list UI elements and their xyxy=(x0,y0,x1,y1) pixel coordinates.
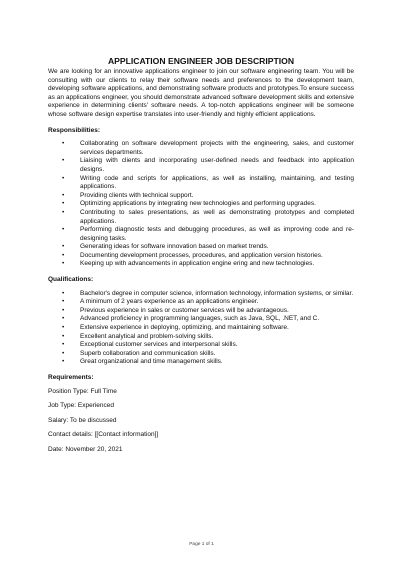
bullet-icon: • xyxy=(62,315,65,323)
responsibilities-item xyxy=(60,226,354,243)
bullet-icon: • xyxy=(62,306,65,314)
bullet-icon: • xyxy=(62,174,65,182)
page-footer: Page 1 of 1 xyxy=(189,542,214,547)
responsibilities-item-text: Providing clients with technical support. xyxy=(80,191,194,199)
responsibilities-item xyxy=(60,157,354,174)
responsibilities-item xyxy=(60,252,354,261)
responsibilities-item xyxy=(60,200,354,209)
bullet-icon: • xyxy=(62,200,65,208)
qualifications-item-text: Bachelor's degree in computer science, information technology, information systems, or similar. xyxy=(80,289,354,297)
responsibilities-item-text: Optimizing applications by integrating new technologies and performing upgrades. xyxy=(80,200,316,208)
qualifications-item-text: Exceptional customer services and interpersonal skills. xyxy=(80,341,238,349)
responsibilities-item-text: Contributing to sales presentations, as well as demonstrating prototypes and completed applications. xyxy=(80,208,354,225)
responsibilities-item-text: Documenting development processes, procedures, and application version histories. xyxy=(80,251,323,259)
bullet-icon: • xyxy=(62,226,65,234)
qualifications-item-text: Superb collaboration and communication skills. xyxy=(80,349,216,357)
bullet-icon: • xyxy=(62,208,65,216)
bullet-icon: • xyxy=(62,243,65,251)
responsibilities-item-text: Keeping up with advancements in application engine ering and new technologies. xyxy=(80,260,315,268)
qualifications-item-text: Previous experience in sales or customer services will be advantageous. xyxy=(80,306,289,314)
responsibilities-item xyxy=(60,175,354,192)
salary-line: Salary: To be discussed xyxy=(48,416,117,424)
qualifications-item xyxy=(60,333,354,342)
qualifications-item xyxy=(60,358,354,367)
qualifications-item xyxy=(60,350,354,359)
bullet-icon: • xyxy=(62,289,65,297)
qualifications-item-text: Extensive experience in deploying, optimizing, and maintaining software. xyxy=(80,324,289,332)
responsibilities-item xyxy=(60,209,354,226)
intro-paragraph: We are looking for an innovative applications engineer to join our software engineering team. You will be consulting with our clients to relay their software needs and preferences to the development team, developing software applications, and demonstrating software products and prototypes.To ensure success as an applications engineer, you should demonstrate advanced software development skills and extensive experience in determining clients' software needs. A top-notch applications engineer will be someone whose software design expertise translates into user-friendly and highly efficient applications. xyxy=(48,68,354,118)
bullet-icon: • xyxy=(62,332,65,340)
date-line: Date: November 20, 2021 xyxy=(48,445,123,453)
responsibilities-item xyxy=(60,243,354,252)
responsibilities-heading: Responsibilities: xyxy=(48,126,101,134)
qualifications-heading: Qualifications: xyxy=(48,276,94,284)
document-title: APPLICATION ENGINEER JOB DESCRIPTION xyxy=(107,56,295,66)
responsibilities-item-text: Liaising with clients and incorporating user-defined needs and feedback into application designs. xyxy=(80,157,354,173)
bullet-icon: • xyxy=(62,341,65,349)
qualifications-item-text: A minimum of 2 years experience as an applications engineer. xyxy=(80,298,259,306)
bullet-icon: • xyxy=(62,298,65,306)
qualifications-list xyxy=(48,290,354,367)
qualifications-item xyxy=(60,290,354,299)
bullet-icon: • xyxy=(62,324,65,332)
qualifications-item xyxy=(60,315,354,324)
bullet-icon: • xyxy=(62,358,65,366)
position-type-line: Position Type: Full Time xyxy=(48,387,117,395)
bullet-icon: • xyxy=(62,260,65,268)
bullet-icon: • xyxy=(62,191,65,199)
responsibilities-item-text: Performing diagnostic tests and debugging procedures, as well as improving code and re-designing tasks. xyxy=(80,226,354,242)
qualifications-item xyxy=(60,307,354,316)
qualifications-item-text: Great organizational and time management skills. xyxy=(80,358,223,366)
qualifications-item xyxy=(60,298,354,307)
responsibilities-item xyxy=(60,140,354,157)
bullet-icon: • xyxy=(62,251,65,259)
responsibilities-item-text: Writing code and scripts for applications, as well as installing, maintaining, and testing applications. xyxy=(80,174,354,191)
bullet-icon: • xyxy=(62,349,65,357)
responsibilities-item xyxy=(60,192,354,201)
responsibilities-item xyxy=(60,260,354,269)
responsibilities-list xyxy=(48,140,354,269)
qualifications-item-text: Advanced proficiency in programming languages, such as Java, SQL, .NET, and C. xyxy=(80,315,320,323)
qualifications-item-text: Excellent analytical and problem-solving skills. xyxy=(80,332,214,340)
contact-details-line: Contact details: [[Contact information]] xyxy=(48,431,159,439)
requirements-block xyxy=(48,388,354,455)
responsibilities-item-text: Generating ideas for software innovation based on market trends. xyxy=(80,243,269,251)
responsibilities-item-text: Collaborating on software development projects with the engineering, sales, and customer services departments. xyxy=(80,140,354,156)
bullet-icon: • xyxy=(62,157,65,165)
requirements-heading: Requirements: xyxy=(48,374,94,381)
job-type-line: Job Type: Experienced xyxy=(48,402,115,410)
qualifications-item xyxy=(60,341,354,350)
qualifications-item xyxy=(60,324,354,333)
bullet-icon: • xyxy=(62,140,65,148)
